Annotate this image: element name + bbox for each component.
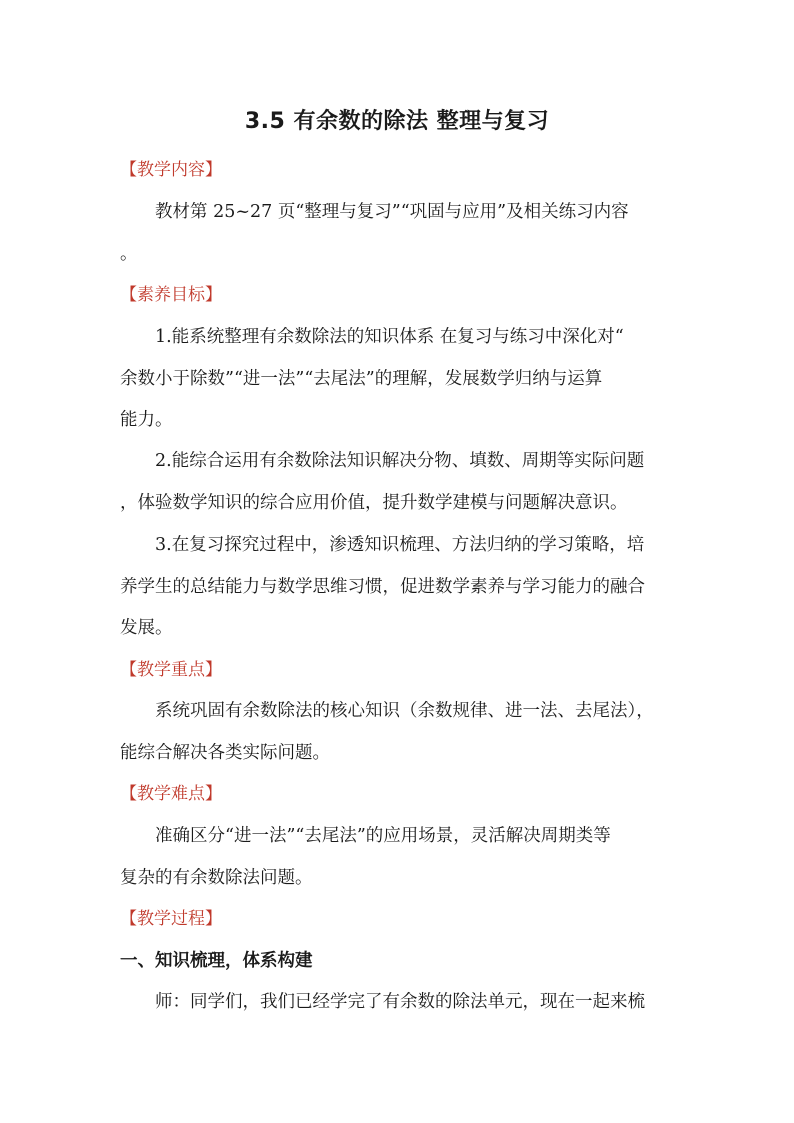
difficulties-line2: 复杂的有余数除法问题。	[120, 868, 313, 888]
section-label-content: 【教学内容】	[120, 160, 222, 180]
document-title: 3.5 有余数的除法 整理与复习	[244, 109, 550, 134]
goal2-line2: ，体验数学知识的综合应用价值，提升数学建模与问题解决意识。	[120, 493, 628, 513]
section-label-process: 【教学过程】	[120, 909, 222, 929]
content-text-line2: 。	[120, 244, 138, 264]
goal2-line1: 2.能综合运用有余数除法知识解决分物、填数、周期等实际问题	[155, 451, 645, 471]
section-label-goals: 【素养目标】	[120, 285, 222, 305]
section-label-difficulties: 【教学难点】	[120, 784, 222, 804]
goal3-line2: 养学生的总结能力与数学思维习惯，促进数学素养与学习能力的融合	[120, 577, 645, 597]
section1-heading: 一、知识梳理，体系构建	[120, 951, 313, 971]
content-text-line1: 教材第 25~27 页“整理与复习”“巩固与应用”及相关练习内容	[155, 202, 629, 222]
key-points-line2: 能综合解决各类实际问题。	[120, 743, 330, 763]
goal3-line1: 3.在复习探究过程中，渗透知识梳理、方法归纳的学习策略，培	[155, 535, 645, 555]
goal1-line1: 1.能系统整理有余数除法的知识体系 在复习与练习中深化对“	[155, 327, 624, 347]
goal1-line2: 余数小于除数”“进一法”“去尾法”的理解，发展数学归纳与运算	[120, 369, 603, 389]
goal1-line3: 能力。	[120, 410, 173, 430]
section-label-key-points: 【教学重点】	[120, 660, 222, 680]
teacher-line1: 师：同学们，我们已经学完了有余数的除法单元，现在一起来梳	[155, 992, 645, 1012]
difficulties-line1: 准确区分“进一法”“去尾法”的应用场景，灵活解决周期类等	[155, 826, 611, 846]
key-points-line1: 系统巩固有余数除法的核心知识（余数规律、进一法、去尾法），	[155, 701, 654, 721]
goal3-line3: 发展。	[120, 618, 173, 638]
